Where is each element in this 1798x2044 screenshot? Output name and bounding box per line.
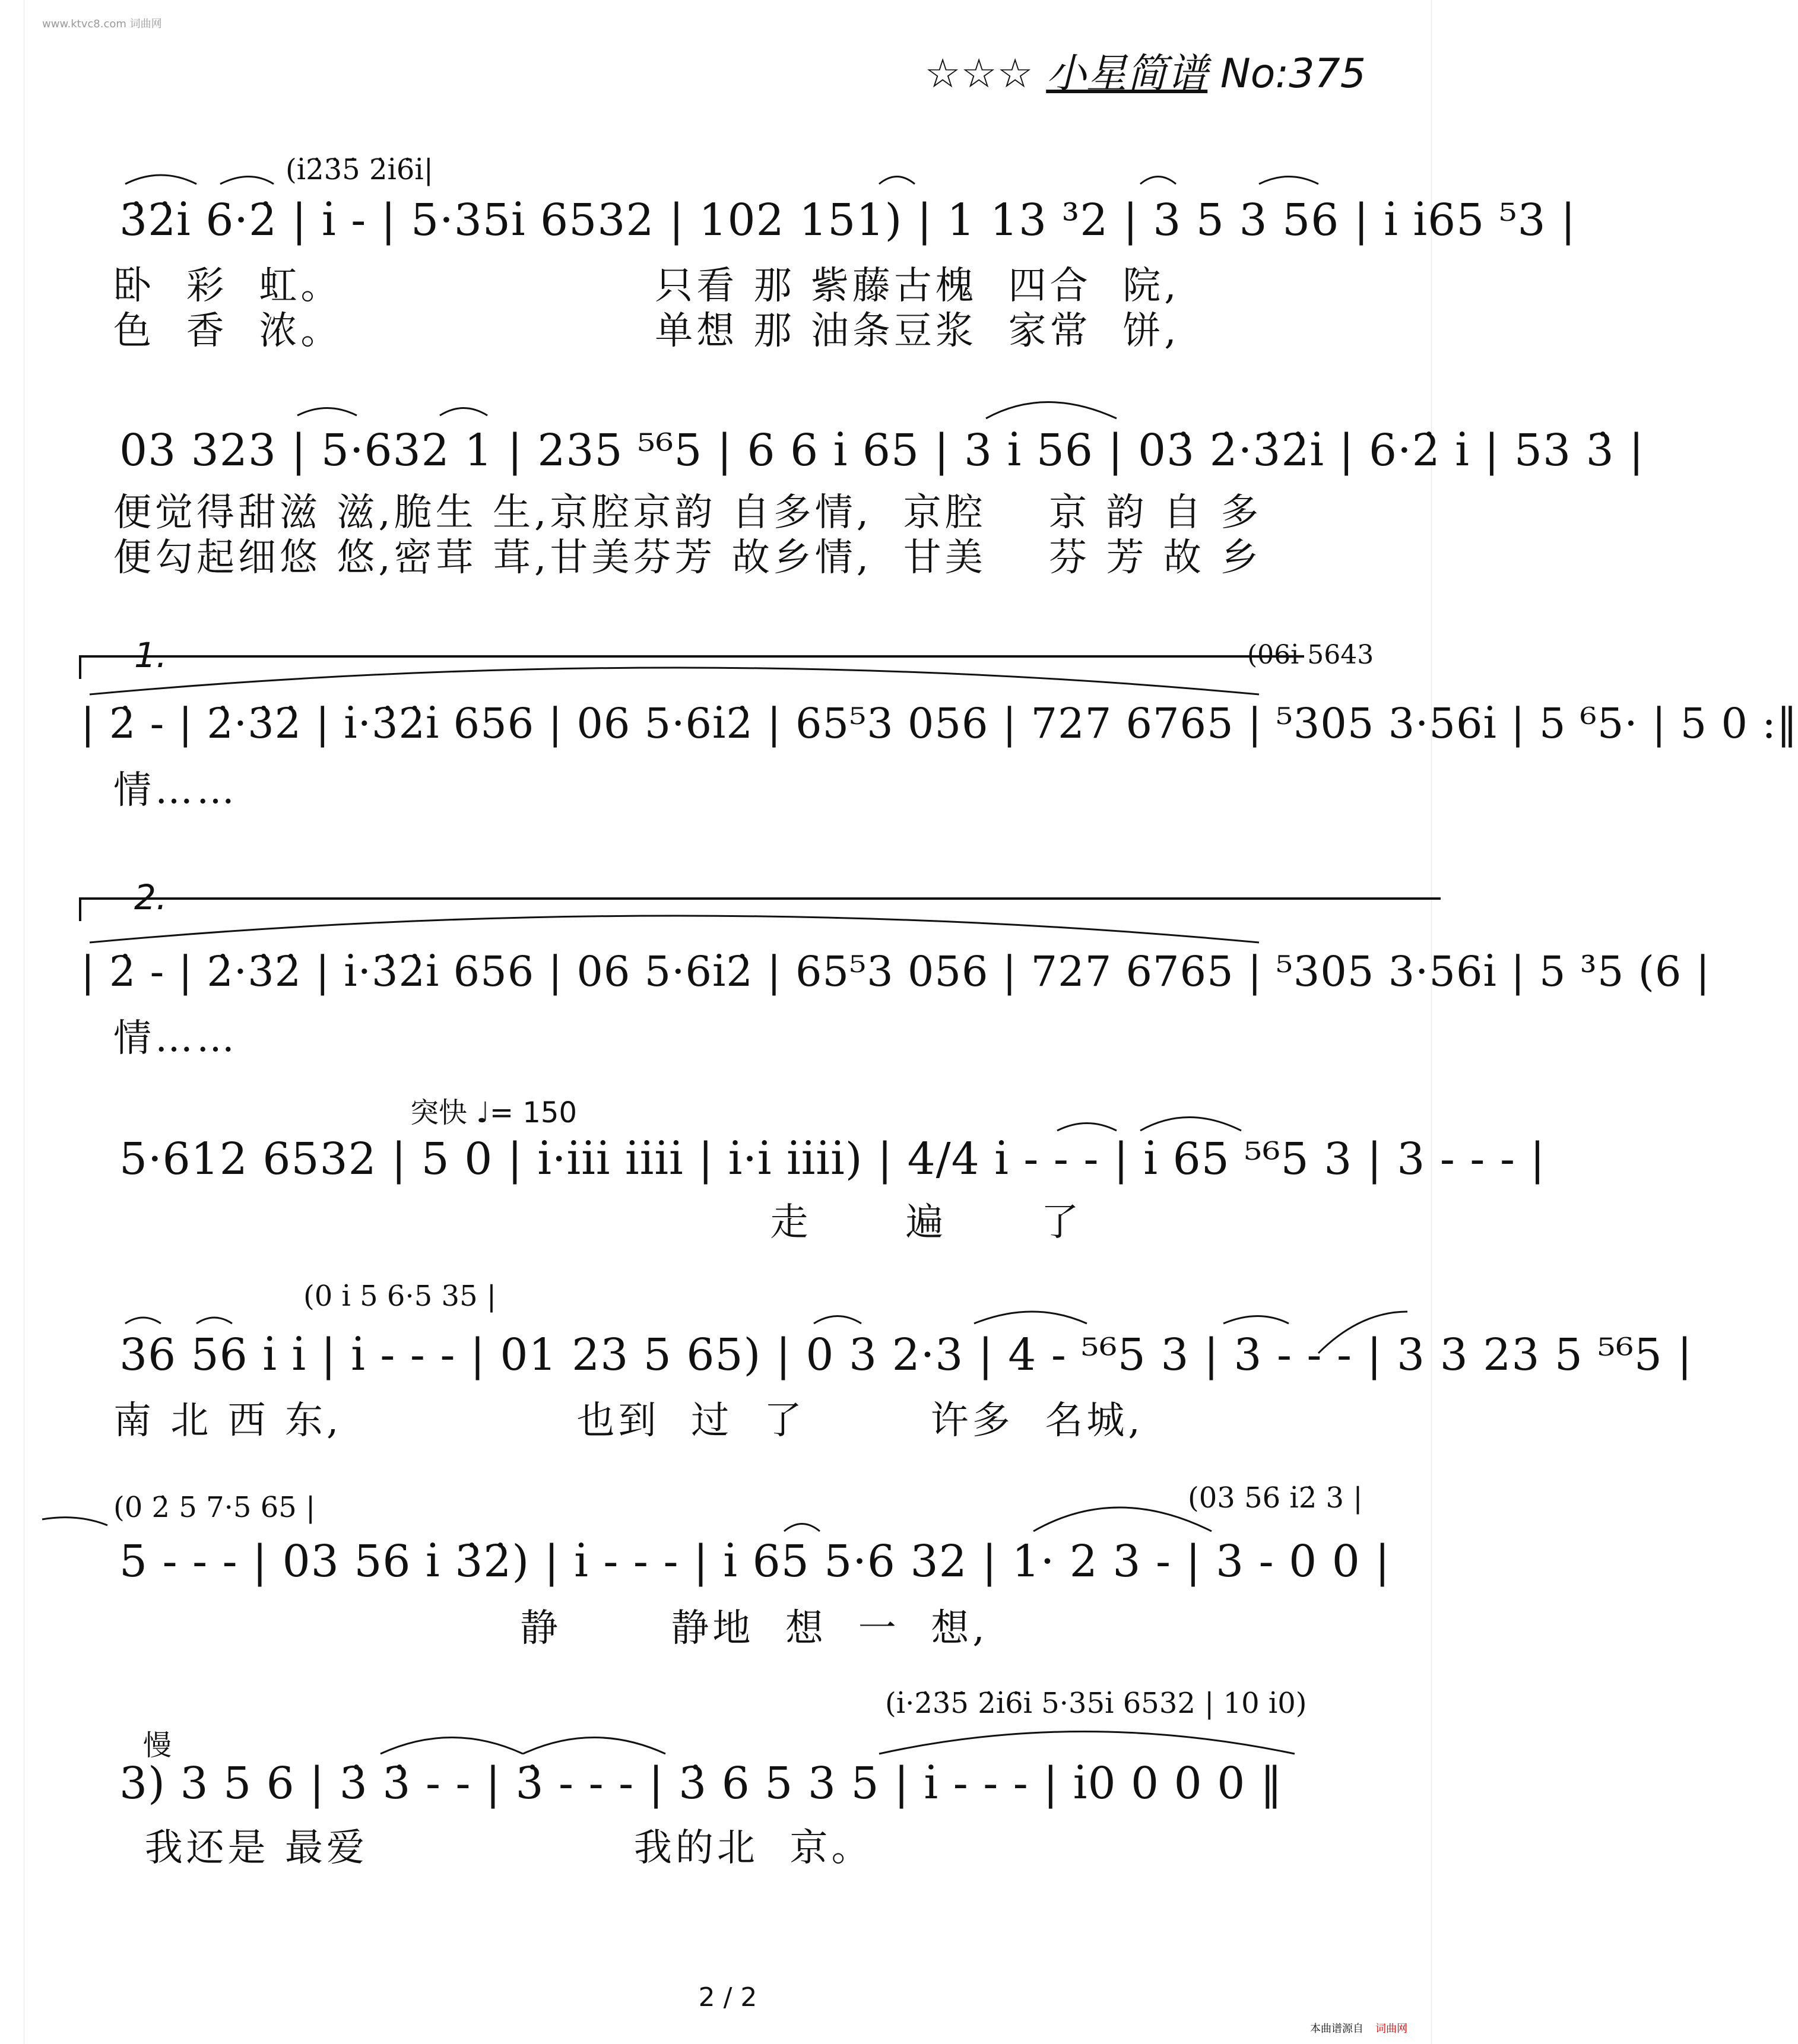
slur-arc: [90, 668, 1259, 694]
score-page: [24, 0, 1798, 2044]
row7-notes: 5 - - - | 03 56 i̇ 3̇2̇) | i̇ - - - | i̇ 65 5·6 32 | 1· 2 3 - | 3 - 0 0 |: [119, 1536, 1391, 1587]
footer-brand: 词曲网: [1375, 2023, 1407, 2035]
row1-lyric2: 色 香 浓。 单想 那 油条豆浆 家常 饼,: [113, 309, 1180, 353]
page-number: 2 / 2: [698, 1982, 757, 2013]
slur-arc: [879, 1732, 1295, 1754]
row2-lyric2: 便勾起细悠 悠,密茸 茸,甘美芬芳 故乡情, 甘美 芬 芳 故 乡: [113, 536, 1263, 580]
row5-notes: 5·612 6532 | 5 0 | i̇·i̇i̇i̇ i̇i̇i̇i̇ | i̇·i̇ i̇i̇i̇i̇) | 4/4 i̇ - - - | i̇ 65 ⁵⁶5 3 | 3 - - - |: [119, 1134, 1546, 1185]
row6-intro: (0 i̇ 5 6·5 35 |: [303, 1280, 497, 1313]
row1-lyric1: 卧 彩 虹。 只看 那 紫藤古槐 四合 院,: [113, 264, 1180, 308]
row2-notes: 03 323 | 5·632 1 | 235 ⁵⁶5 | 6 6 i̇ 65 | 3 i̇ 56 | 03̇ 2̇·3̇2̇i̇ | 6·2̇ i̇ | 53 3̇ |: [119, 425, 1645, 476]
slur-arc: [297, 408, 357, 416]
row4-lyric1: 情……: [113, 1017, 238, 1061]
row6-notes: 36 56 i̇ i̇ | i̇ - - - | 01 23 5 65) | 0 3 2·3 | 4 - ⁵⁶5 3 | 3 - - - | 3 3 23 5 ⁵⁶5 |: [119, 1329, 1693, 1380]
slur-arcs: [24, 0, 1431, 2044]
slur-arc: [1140, 177, 1176, 185]
row8-intro: (i̇·2̇3̇5̇ 2̇i̇6̇i̇ 5·35i̇ 6532 | 10 i̇0): [885, 1687, 1307, 1720]
slur-arc: [125, 175, 196, 184]
volta-1-number: 1.: [134, 635, 167, 675]
row7-intro: (0 2̇ 5 7·5 65 |: [113, 1491, 316, 1524]
slur-arc: [879, 177, 915, 185]
row8-notes: 3) 3 5 6 | 3̇ 3̇ - - | 3̇ - - - | 3̇ 6 5 3 5 | i̇ - - - | i̇0 0 0 0 ‖: [119, 1758, 1283, 1809]
row3-tail: (06i̇ 5643: [1247, 640, 1374, 670]
row3-notes: | 2̇ - | 2̇·3̇2̇ | i̇·3̇2̇i̇ 656 | 06 5·6i̇2̇ | 65⁵3 056 | 727 6765 | ⁵305 3·56i̇ | 5 ⁶5· | 5 0 :‖: [81, 699, 1798, 748]
row6-lyric1: 南 北 西 东, 也到 过 了 许多 名城,: [113, 1399, 1144, 1443]
tempo-marking: 突快 ♩= 150: [410, 1096, 577, 1129]
slur-arc: [814, 1316, 861, 1324]
slur-arc: [1140, 1118, 1241, 1131]
slur-arc: [1318, 1312, 1407, 1353]
row7-lyric1: 静 静地 想 一 想,: [113, 1607, 988, 1651]
slur-arc: [974, 1312, 1087, 1323]
slur-arc: [784, 1524, 820, 1532]
row7-tail: (03 56 i̇2̇ 3 |: [1188, 1481, 1363, 1515]
slur-arc: [196, 1318, 232, 1323]
volta-2-number: 2.: [134, 877, 167, 918]
slur-arc: [90, 916, 1259, 942]
slur-arc: [125, 1318, 161, 1323]
footer-source: 本曲谱源自: [1310, 2023, 1363, 2035]
row2-lyric1: 便觉得甜滋 滋,脆生 生,京腔京韵 自多情, 京腔 京 韵 自 多: [113, 491, 1263, 535]
score-number: No:375: [1220, 50, 1366, 97]
row4-notes: | 2̇ - | 2̇·3̇2̇ | i̇·3̇2̇i̇ 656 | 06 5·6i̇2̇ | 65⁵3 056 | 727 6765 | ⁵305 3·56i̇ | 5 ³5 (6 |: [81, 947, 1711, 996]
footer: [1310, 2020, 1407, 2036]
slur-arc: [986, 402, 1117, 419]
slur-arc: [523, 1738, 665, 1754]
slur-arc: [1033, 1507, 1212, 1531]
row1-notes: 3̇2̇i̇ 6·2̇ | i̇ - | 5·35i̇ 6532 | 102 151) | 1 13 ³2 | 3 5 3 56 | i̇ i̇65 ⁵3 |: [119, 195, 1576, 246]
row1-intro: (i̇2̇3̇5̇ 2̇i̇6̇i̇|: [286, 153, 433, 186]
row8-lyric1: 我还是 最爱 我的北 京。: [113, 1826, 873, 1870]
score-title: 小星简谱: [1046, 50, 1208, 97]
slur-arc: [1057, 1123, 1117, 1131]
slow-marking: 慢: [143, 1729, 172, 1762]
rating-stars: ☆☆☆: [924, 50, 1033, 97]
row3-lyric1: 情……: [113, 769, 238, 812]
slur-arc: [1223, 1316, 1289, 1324]
slur-arc: [440, 408, 487, 416]
row5-lyric1: 走 遍 了: [113, 1201, 1083, 1245]
site-watermark: www.ktvc8.com 词曲网: [42, 18, 162, 30]
slur-arc: [1259, 177, 1318, 185]
slur-arc: [380, 1738, 523, 1754]
slur-arc: [220, 177, 274, 185]
slur-arc: [42, 1518, 107, 1525]
